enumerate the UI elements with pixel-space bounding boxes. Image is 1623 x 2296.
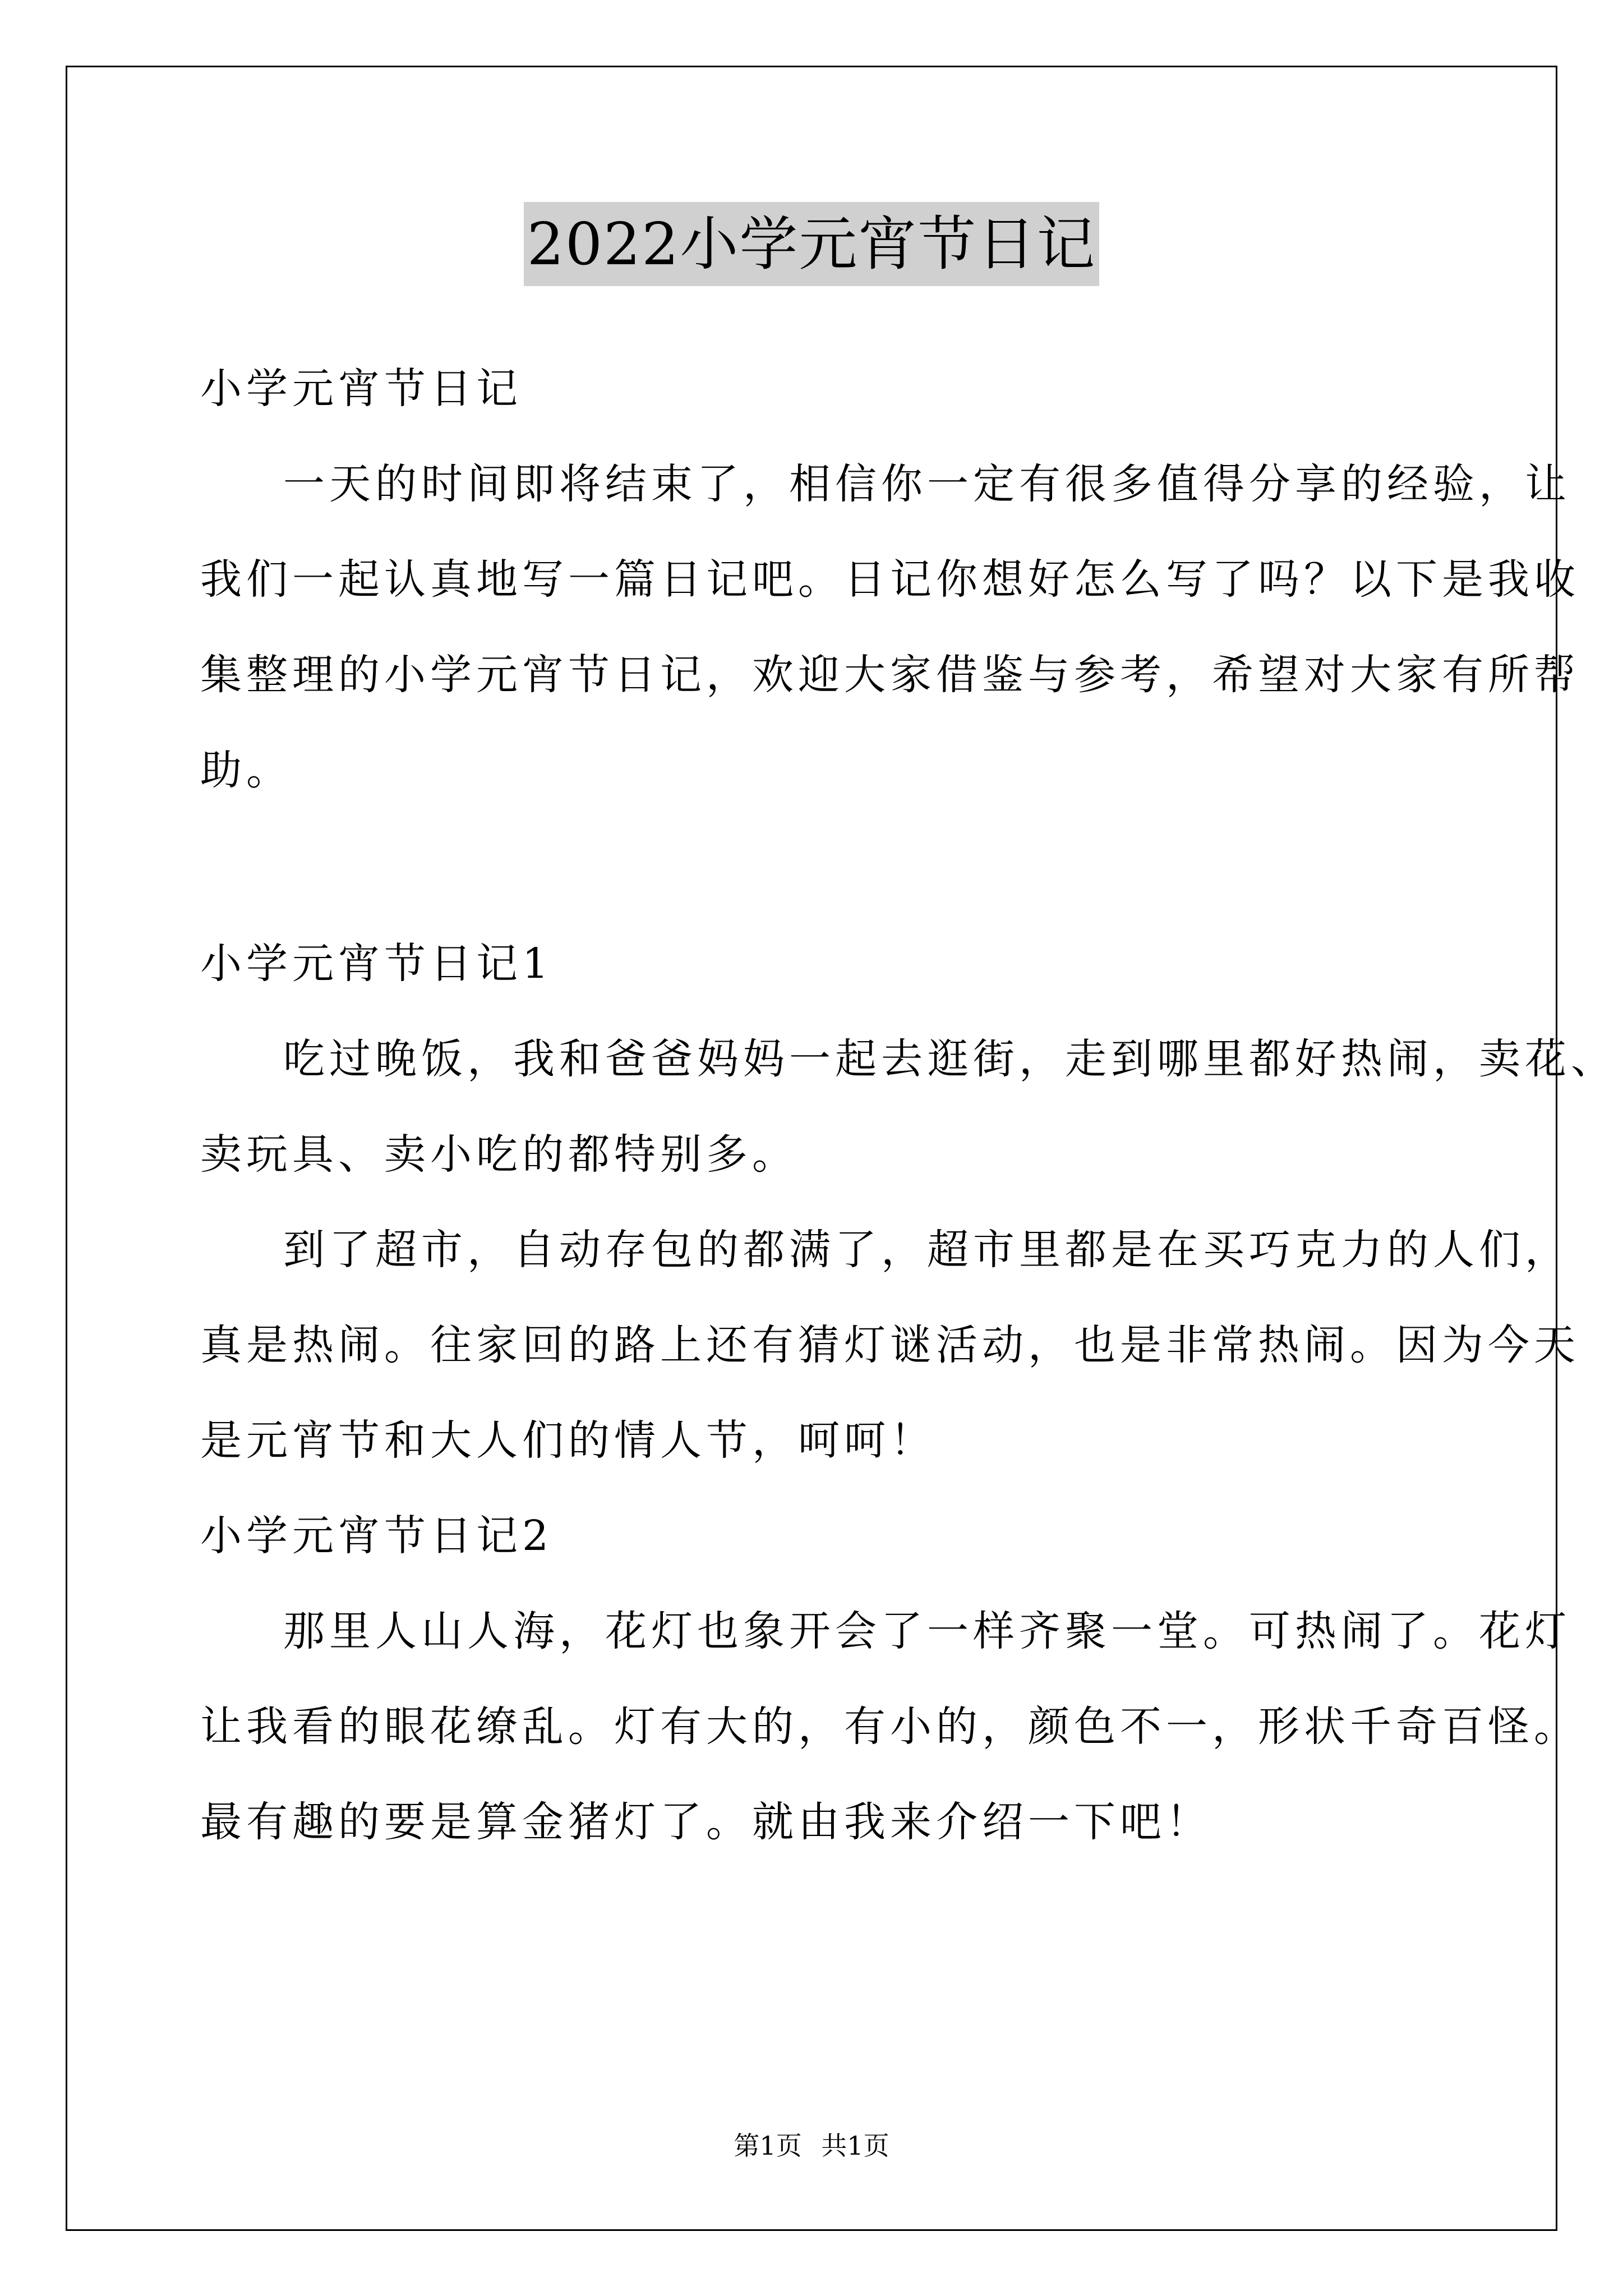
entry2-line: 让我看的眼花缭乱。灯有大的，有小的，颜色不一，形状千奇百怪。: [200, 1703, 1580, 1751]
page-footer: 第1页 共1页: [734, 2131, 889, 2161]
intro-line: 集整理的小学元宵节日记，欢迎大家借鉴与参考，希望对大家有所帮: [200, 651, 1580, 699]
document-body: [200, 341, 1617, 1870]
entry1-line: 卖玩具、卖小吃的都特别多。: [200, 1130, 798, 1179]
entry2-line: 那里人山人海，花灯也象开会了一样齐聚一堂。可热闹了。花灯: [283, 1607, 1571, 1655]
intro-heading: 小学元宵节日记: [200, 365, 522, 413]
entry2-heading: 小学元宵节日记2: [200, 1512, 554, 1560]
document-title: 2022小学元宵节日记: [524, 202, 1100, 286]
entry2-line: 最有趣的要是算金猪灯了。就由我来介绍一下吧！: [200, 1798, 1212, 1846]
section-gap: [200, 818, 1496, 916]
entry1-line: 真是热闹。往家回的路上还有猜灯谜活动，也是非常热闹。因为今天: [200, 1321, 1580, 1369]
title-wrap: [0, 202, 1623, 286]
entry1-heading: 小学元宵节日记1: [200, 940, 554, 988]
intro-line: 一天的时间即将结束了，相信你一定有很多值得分享的经验，让: [283, 460, 1571, 508]
entry1-line: 是元宵节和大人们的情人节，呵呵！: [200, 1416, 936, 1465]
intro-line: 助。: [200, 746, 292, 794]
entry1-line: 吃过晚饭，我和爸爸妈妈一起去逛街，走到哪里都好热闹，卖花、: [283, 1035, 1617, 1083]
entry1-line: 到了超市，自动存包的都满了，超市里都是在买巧克力的人们，: [283, 1226, 1571, 1274]
intro-line: 我们一起认真地写一篇日记吧。日记你想好怎么写了吗？以下是我收: [200, 555, 1580, 604]
